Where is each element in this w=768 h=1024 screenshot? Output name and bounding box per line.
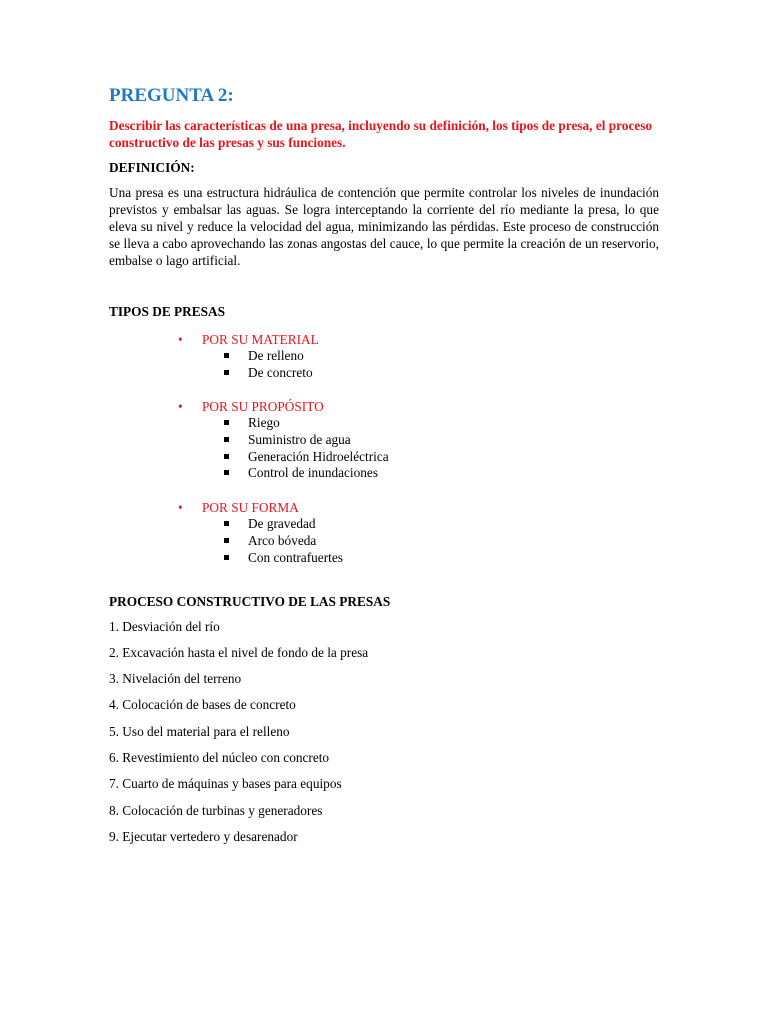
process-step: 7. Cuarto de máquinas y bases para equipos [109, 776, 342, 791]
types-heading: TIPOS DE PRESAS [109, 304, 226, 319]
definition-paragraph: Una presa es una estructura hidráulica de contención que permite controlar los niveles de inundación previstos y embalsar las aguas. Se logra interceptando la corriente del río mediante la presa, lo que eleva su nivel y reduce la velocidad del agua, minimizando las pérdidas. Este proceso de construcción se lleva a cabo aprovechando las zonas angostas del cauce, lo que permite la creación de un reservorio, embalse o lago artificial. [109, 185, 659, 268]
process-step: 3. Nivelación del terreno [109, 671, 242, 686]
list-item: Suministro de agua [224, 432, 351, 448]
question-text: Describir las características de una presa, incluyendo su definición, los tipos de presa, el proceso constructivo de las presas y sus funciones. [109, 118, 653, 150]
list-item: Generación Hidroeléctrica [224, 449, 389, 465]
category-forma [178, 500, 299, 516]
list-item: Control de inundaciones [224, 465, 378, 481]
page-title: PREGUNTA 2: [109, 85, 234, 106]
square-bullet-icon [224, 437, 229, 442]
definition-heading: DEFINICIÓN: [109, 160, 195, 175]
category-material [178, 332, 319, 348]
square-bullet-icon [224, 353, 229, 358]
square-bullet-icon [224, 370, 229, 375]
process-step: 1. Desviación del río [109, 619, 220, 634]
list-item: Arco bóveda [224, 533, 316, 549]
category-label: POR SU FORMA [202, 500, 299, 515]
process-step: 5. Uso del material para el relleno [109, 724, 290, 739]
square-bullet-icon [224, 555, 229, 560]
list-item: De gravedad [224, 516, 316, 532]
list-item: De concreto [224, 365, 313, 381]
bullet-dot: • [178, 332, 183, 347]
process-heading: PROCESO CONSTRUCTIVO DE LAS PRESAS [109, 594, 391, 609]
square-bullet-icon [224, 521, 229, 526]
process-step: 4. Colocación de bases de concreto [109, 697, 296, 712]
category-proposito [178, 399, 324, 415]
category-label: POR SU PROPÓSITO [202, 399, 324, 414]
process-step: 9. Ejecutar vertedero y desarenador [109, 829, 298, 844]
square-bullet-icon [224, 420, 229, 425]
square-bullet-icon [224, 470, 229, 475]
category-label: POR SU MATERIAL [202, 332, 319, 347]
process-step: 8. Colocación de turbinas y generadores [109, 803, 323, 818]
bullet-dot: • [178, 500, 183, 515]
list-item: De relleno [224, 348, 304, 364]
process-step: 6. Revestimiento del núcleo con concreto [109, 750, 330, 765]
square-bullet-icon [224, 538, 229, 543]
list-item: Con contrafuertes [224, 550, 343, 566]
bullet-dot: • [178, 399, 183, 414]
process-step: 2. Excavación hasta el nivel de fondo de la presa [109, 645, 369, 660]
square-bullet-icon [224, 454, 229, 459]
list-item: Riego [224, 415, 280, 431]
